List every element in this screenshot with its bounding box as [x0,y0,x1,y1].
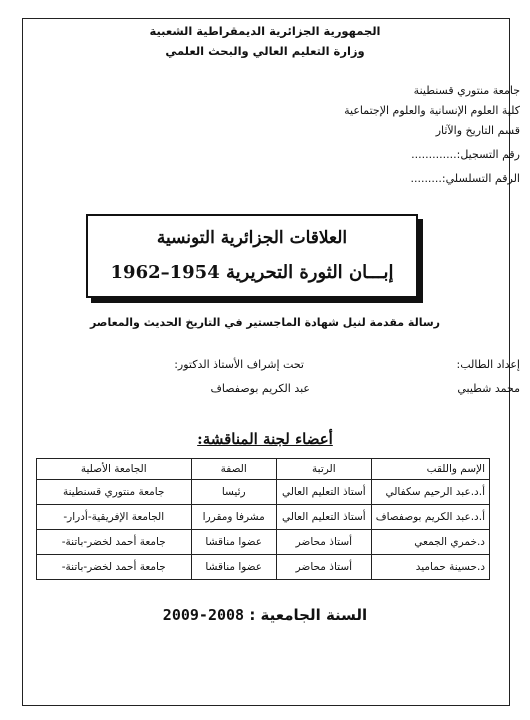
column-header-university: الجامعة الأصلية [37,459,192,480]
member-role: مشرفا ومقررا [191,505,276,530]
member-university: جامعة منتوري قسنطينة [37,480,192,505]
academic-year-label: السنة الجامعية : [249,606,368,624]
academic-year-value: 2009-2008 [162,606,245,624]
column-header-name: الإسم واللقب [371,459,489,480]
prepared-by-label: إعداد الطالب: [456,358,520,371]
member-role: عضوا مناقشا [191,530,276,555]
member-rank: أستاذ التعليم العالي [276,480,371,505]
supervisor-label: تحت إشراف الأستاذ الدكتور: [174,358,304,371]
thesis-subtitle: رسالة مقدمة لنيل شهادة الماجستير في التاريخ الحديث والمعاصر [89,316,441,329]
member-name: د.خمري الجمعي [371,530,489,555]
ministry-header: وزارة التعليم العالي والبحث العلمي [165,44,365,58]
member-university: الجامعة الإفريقية-أدرار- [37,505,192,530]
member-rank: أستاذ محاضر [276,530,371,555]
thesis-title-line2: إبـــان الثورة التحريرية 1954–1962 [110,262,394,283]
member-university: جامعة أحمد لخضر-باتنة- [37,555,192,580]
committee-heading: أعضاء لجنة المناقشة: [197,430,333,448]
table-row [37,505,490,530]
table-row [37,555,490,580]
member-name: د.حسينة حماميد [371,555,489,580]
university-name: جامعة منتوري قسنطينة [413,84,520,97]
supervisor-name: عبد الكريم بوصفصاف [210,382,310,395]
student-name: محمد شطيبي [457,382,520,395]
republic-header: الجمهورية الجزائرية الديمقراطية الشعبية [149,24,381,38]
committee-table [36,458,490,580]
table-header-row [37,459,490,480]
thesis-title-box [86,214,418,298]
column-header-role: الصفة [191,459,276,480]
faculty-name: كلية العلوم الإنسانية والعلوم الإجتماعية [344,104,520,117]
member-role: عضوا مناقشا [191,555,276,580]
table-row [37,480,490,505]
thesis-title-line1: العلاقات الجزائرية التونسية [156,228,348,248]
member-rank: أستاذ محاضر [276,555,371,580]
member-role: رئيسا [191,480,276,505]
member-name: أ.د.عبد الكريم بوصفصاف [371,505,489,530]
column-header-rank: الرتبة [276,459,371,480]
academic-year [0,606,530,624]
member-rank: أستاذ التعليم العالي [276,505,371,530]
registration-number: رقم التسجيل:............. [411,148,520,161]
department-name: قسم التاريخ والآثار [435,124,520,137]
member-university: جامعة أحمد لخضر-باتنة- [37,530,192,555]
serial-number: الرقم التسلسلي:......... [410,172,520,185]
table-row [37,530,490,555]
member-name: أ.د.عبد الرحيم سكفالي [371,480,489,505]
